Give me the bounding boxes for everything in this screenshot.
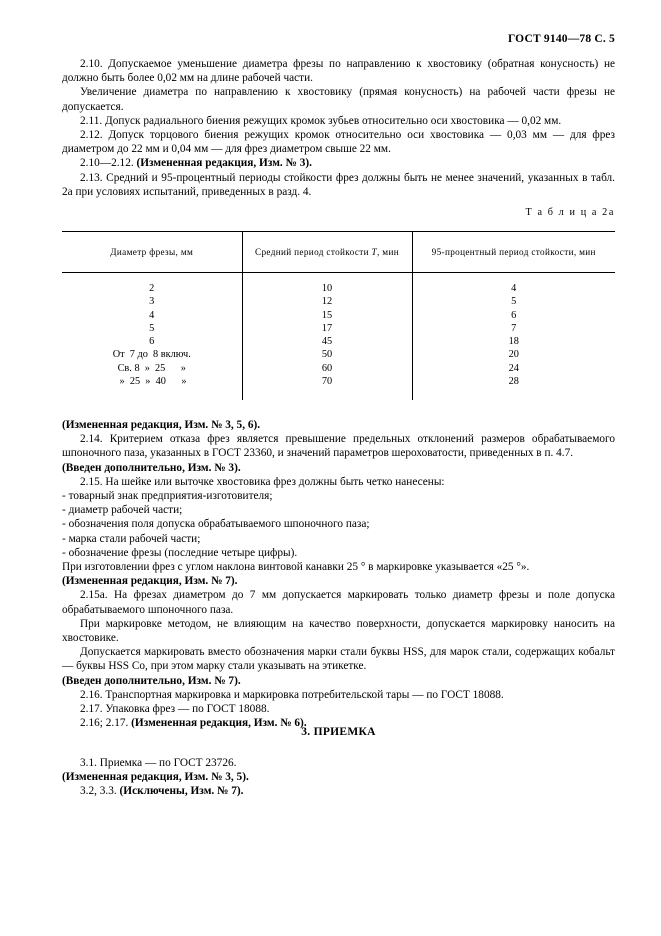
revision-note: (Измененная редакция, Изм. № 6).	[131, 717, 307, 730]
note-revision-3-5-6: (Измененная редакция, Изм. № 3, 5, 6).	[62, 419, 261, 431]
table-spacer-row	[62, 273, 615, 283]
list-item: - диаметр рабочей части;	[62, 504, 183, 517]
clause-range-label: 3.2, 3.3.	[80, 785, 120, 798]
revision-note: (Измененная редакция, Изм. № 3).	[136, 157, 312, 170]
cell-diameter: » 25 » 40 »	[62, 375, 242, 388]
paragraph-hss-marking: Допускается маркировать вместо обозначения марки стали буквы HSS, для марок стали, содержащих кобальт — буквы HSS Co, при этом марку стали указывать на этикетке.	[62, 646, 615, 673]
table-row	[62, 348, 615, 361]
spacer-cell-3	[412, 388, 615, 400]
paragraph-2-14: 2.14. Критерием отказа фрез является превышение предельных отклонений размеров обрабатываемого шпоночного паза, указанных в ГОСТ 23360, и значений параметров шероховатости, приведенных в п. 4.7.	[62, 433, 615, 460]
table-caption: Т а б л и ц а 2а	[525, 207, 615, 218]
table-row	[62, 375, 615, 388]
table-row	[62, 335, 615, 348]
note-revision-7a: (Измененная редакция, Изм. № 7).	[62, 575, 238, 588]
clause-range-label: 2.16; 2.17.	[80, 717, 132, 730]
cell-diameter: 3	[62, 295, 242, 308]
note-added-7: (Введен дополнительно, Изм. № 7).	[62, 674, 241, 687]
symbol-T: T	[371, 247, 378, 257]
table-row	[62, 309, 615, 322]
paragraph-2-16: 2.16. Транспортная маркировка и маркировка потребительской тары — по ГОСТ 18088.	[80, 688, 504, 701]
page-header	[62, 33, 615, 45]
cell-average-durability: 50	[242, 348, 412, 361]
paragraph-diameter-increase: Увеличение диаметра по направлению к хвостовику (прямая конусность) на рабочей части фрезы не допускается.	[62, 86, 615, 113]
table-row	[62, 322, 615, 335]
cell-average-durability: 45	[242, 335, 412, 348]
paragraph-3-1: 3.1. Приемка — по ГОСТ 23726.	[80, 757, 237, 769]
paragraph-2-10: 2.10. Допускаемое уменьшение диаметра фрезы по направлению к хвостовику (обратная конусность) не должно быть более 0,02 мм на длине рабочей части.	[62, 58, 615, 85]
cell-95-percent-durability: 4	[511, 283, 517, 294]
cell-95-percent-durability: 20	[508, 349, 519, 361]
paragraph-marking-method: При маркировке методом, не влияющим на качество поверхности, допускается маркировку наносить на хвостовике.	[62, 617, 615, 645]
cell-average-durability: 60	[242, 362, 412, 375]
spacer-cell-3	[412, 273, 615, 283]
standard-designation: ГОСТ 9140—78 С. 5	[507, 33, 615, 45]
cell-95-percent-durability: 18	[508, 336, 519, 348]
cell-average-durability: 70	[242, 375, 412, 388]
table-row	[62, 362, 615, 375]
cell-95-percent-durability: 5	[511, 296, 517, 308]
paragraph-2-12: 2.12. Допуск торцового биения режущих кромок относительно оси хвостовика — 0,03 мм — для фрез диаметром до 22 мм и 0,04 мм — для фрез диаметром свыше 22 мм.	[62, 129, 615, 156]
durability-table	[62, 231, 615, 400]
paragraph-2-10-2-12-revision	[62, 156, 615, 170]
cell-95-percent-durability: 6	[511, 309, 517, 321]
cell-diameter: От 7 до 8 включ.	[62, 348, 242, 361]
paragraph-3-2-3-3	[62, 784, 615, 798]
column-header-average-units: , мин	[377, 247, 400, 257]
clause-range-label: 2.10—2.12.	[80, 157, 137, 170]
paragraph-2-13: 2.13. Средний и 95-процентный периоды стойкости фрез должны быть не менее значений, указанных в табл. 2а при условиях испытаний, приведенных в разд. 4.	[62, 171, 615, 198]
table-bottom-spacer-row	[62, 388, 615, 400]
durability-table-wrapper	[62, 231, 615, 400]
cell-diameter: Св. 8 » 25 »	[62, 362, 242, 375]
cell-diameter: 2	[62, 282, 242, 295]
paragraph-2-15a: 2.15а. На фрезах диаметром до 7 мм допускается маркировать только диаметр фрезы и поле допуска обрабатываемого шпоночного паза.	[62, 589, 615, 616]
document-body-lower	[62, 418, 615, 730]
cell-diameter: 5	[62, 322, 242, 335]
cell-95-percent-durability: 24	[508, 362, 519, 374]
paragraph-helix-angle: При изготовлении фрез с углом наклона винтовой канавки 25 ° в маркировке указывается «25 °».	[62, 561, 530, 574]
cell-average-durability: 12	[242, 295, 412, 308]
note-revision-3-5: (Измененная редакция, Изм. № 3, 5).	[62, 771, 249, 784]
paragraph-2-11: 2.11. Допуск радиального биения режущих кромок зубьев относительно оси хвостовика — 0,02 мм.	[80, 114, 562, 127]
section-3-body	[62, 756, 615, 799]
table-row	[62, 295, 615, 308]
paragraph-2-17: 2.17. Упаковка фрез — по ГОСТ 18088.	[80, 703, 270, 716]
table-header-row	[62, 232, 615, 273]
cell-95-percent-durability: 28	[508, 376, 519, 388]
spacer-cell-1	[62, 273, 242, 283]
column-header-diameter: Диаметр фрезы, мм	[62, 232, 242, 273]
cell-diameter: 4	[62, 309, 242, 322]
note-added-3: (Введен дополнительно, Изм. № 3).	[62, 461, 241, 474]
cell-average-durability: 10	[242, 282, 412, 295]
list-item: - обозначения поля допуска обрабатываемого шпоночного паза;	[62, 518, 370, 531]
list-item: - товарный знак предприятия-изготовителя;	[62, 490, 273, 503]
spacer-cell-2	[242, 273, 412, 283]
cell-average-durability: 15	[242, 309, 412, 322]
column-header-average-durability	[242, 232, 412, 273]
column-header-average-text: Средний период стойкости	[254, 247, 372, 257]
cell-average-durability: 17	[242, 322, 412, 335]
table-body	[62, 273, 615, 401]
spacer-cell-1	[62, 388, 242, 400]
revision-note: (Исключены, Изм. № 7).	[119, 785, 244, 798]
spacer-cell-2	[242, 388, 412, 400]
section-heading-3: 3. ПРИЕМКА	[301, 726, 376, 738]
list-item: - обозначение фрезы (последние четыре цифры).	[62, 546, 298, 559]
paragraph-2-15: 2.15. На шейке или выточке хвостовика фрез должны быть четко нанесены:	[80, 475, 445, 488]
document-body	[62, 57, 615, 199]
list-item: - марка стали рабочей части;	[62, 532, 201, 545]
cell-diameter: 6	[62, 335, 242, 348]
column-header-95-percent-durability: 95-процентный период стойкости, мин	[412, 232, 615, 273]
table-row	[62, 282, 615, 295]
cell-95-percent-durability: 7	[511, 322, 517, 334]
